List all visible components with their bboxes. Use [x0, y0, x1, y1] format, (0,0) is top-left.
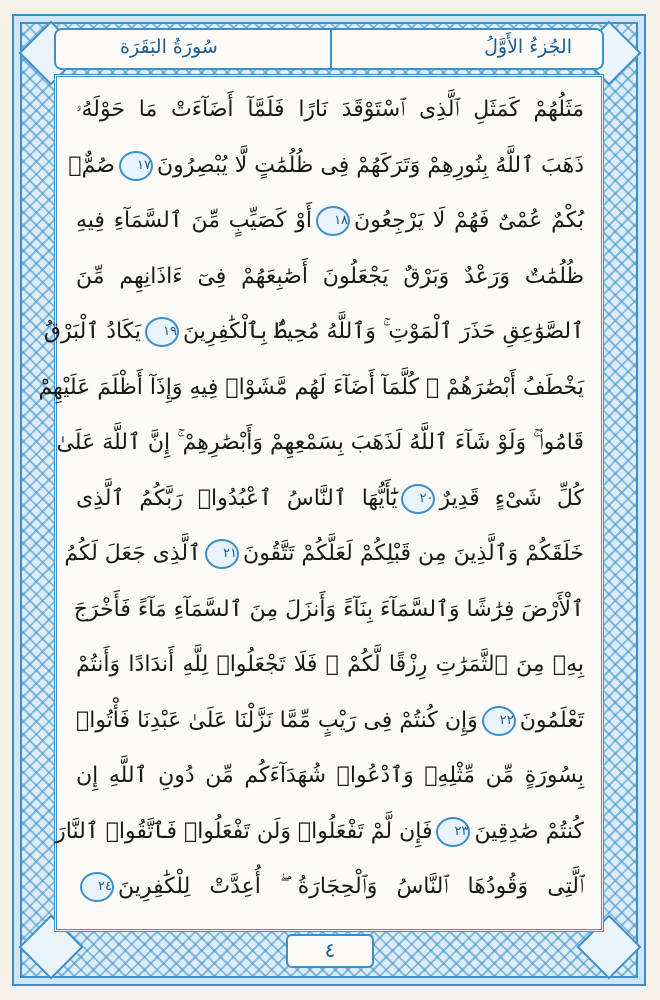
ayah-number-marker: ٢٢ — [482, 706, 516, 736]
verse-text: كُلِّ شَىْءٍ قَدِيرٌ — [439, 485, 584, 511]
verse-text: صُمٌّۢ — [68, 152, 115, 178]
ayah-number-marker: ١٨ — [316, 206, 350, 236]
verse-line — [68, 144, 584, 188]
verse-text: وَإِن كُنتُمْ فِى رَيْبٍ مِّمَّا نَزَّلْنَا عَلَىٰ عَبْدِنَا فَأْتُوا۟ — [76, 707, 478, 733]
verse-text: كُنتُمْ صَٰدِقِينَ — [474, 818, 584, 844]
header-divider — [330, 30, 332, 68]
verse-text: مَثَلُهُمْ كَمَثَلِ ٱلَّذِى ٱسْتَوْقَدَ نَارًا فَلَمَّآ أَضَآءَتْ مَا حَوْلَهُۥ — [76, 97, 584, 122]
verse-text: ٱلصَّوَٰعِقِ حَذَرَ ٱلْمَوْتِ ۚ وَٱللَّهُ مُحِيطٌۢ بِٱلْكَٰفِرِينَ — [183, 319, 584, 344]
verse-line — [76, 255, 584, 299]
verse-text: بِهِۦ مِنَ ٱلثَّمَرَٰتِ رِزْقًا لَّكُمْ ۖ فَلَا تَجْعَلُوا۟ لِلَّهِ أَندَادًا وَأَنتُمْ — [76, 652, 584, 677]
verse-text: يَخْطَفُ أَبْصَٰرَهُمْ ۖ كُلَّمَآ أَضَآءَ لَهُم مَّشَوْا۟ فِيهِ وَإِذَآ أَظْلَمَ عَلَيْهِمْ — [38, 374, 584, 400]
verse-text: قَامُوا۟ ۚ وَلَوْ شَآءَ ٱللَّهُ لَذَهَبَ بِسَمْعِهِمْ وَأَبْصَٰرِهِمْ ۚ إِنَّ ٱللَّهَ عَلَىٰ — [56, 430, 584, 455]
verse-text: يَكَادُ ٱلْبَرْقُ — [43, 319, 142, 344]
verse-text: أَوْ كَصَيِّبٍ مِّنَ ٱلسَّمَآءِ فِيهِ — [76, 208, 313, 233]
verse-line — [76, 754, 584, 798]
verse-line — [76, 643, 584, 687]
verse-text: ذَهَبَ ٱللَّهُ بِنُورِهِمْ وَتَرَكَهُمْ فِى ظُلُمَٰتٍ لَّا يُبْصِرُونَ — [156, 152, 584, 178]
verse-text: يَٰٓأَيُّهَا ٱلنَّاسُ ٱعْبُدُوا۟ رَبَّكُمُ ٱلَّذِى — [76, 485, 398, 511]
verse-text: فَإِن لَّمْ تَفْعَلُوا۟ وَلَن تَفْعَلُوا۟ فَٱتَّقُوا۟ ٱلنَّارَ — [55, 818, 433, 844]
verse-text: ٱلَّتِى وَقُودُهَا ٱلنَّاسُ وَٱلْحِجَارَةُ ۖ أُعِدَّتْ لِلْكَٰفِرِينَ — [118, 874, 584, 899]
verse-line — [76, 88, 584, 132]
verse-line — [38, 366, 584, 410]
surah-title: سُورَةُ البَقَرَة — [120, 36, 218, 58]
ayah-number-marker: ٢٤ — [80, 872, 114, 902]
verse-line — [56, 421, 584, 465]
verse-text: تَعْلَمُونَ — [519, 707, 584, 733]
ayah-number-marker: ٢١ — [205, 539, 239, 569]
ayah-number-marker: ١٩ — [145, 317, 179, 347]
verse-line — [76, 199, 584, 243]
verse-text: خَلَقَكُمْ وَٱلَّذِينَ مِن قَبْلِكُمْ لَعَلَّكُمْ تَتَّقُونَ — [243, 541, 584, 566]
verse-line — [43, 310, 584, 354]
verse-text: بِسُورَةٍ مِّن مِّثْلِهِۦ وَٱدْعُوا۟ شُهَدَآءَكُم مِّن دُونِ ٱللَّهِ إِن — [76, 763, 584, 788]
verse-line — [76, 699, 584, 743]
verse-line — [73, 588, 584, 632]
verse-text: ظُلُمَٰتٌ وَرَعْدٌ وَبَرْقٌ يَجْعَلُونَ أَصَٰبِعَهُمْ فِىٓ ءَاذَانِهِم مِّنَ — [76, 263, 584, 289]
verse-line — [76, 865, 584, 909]
page-number: ٤ — [324, 938, 336, 962]
quran-text — [38, 88, 584, 918]
verse-text: ٱلَّذِى جَعَلَ لَكُمُ — [64, 541, 202, 566]
verse-line — [64, 532, 584, 576]
ayah-number-marker: ١٧ — [119, 151, 153, 181]
ayah-number-marker: ٢٠ — [401, 484, 435, 514]
ayah-number-marker: ٢٣ — [436, 817, 470, 847]
juz-title: الجُزءُ الأَوَّلُ — [484, 36, 572, 58]
verse-line — [55, 810, 584, 854]
verse-line — [76, 477, 584, 521]
verse-text: ٱلْأَرْضَ فِرَٰشًا وَٱلسَّمَآءَ بِنَآءً وَأَنزَلَ مِنَ ٱلسَّمَآءِ مَآءً فَأَخْرَجَ — [73, 596, 584, 622]
verse-text: بُكْمٌ عُمْىٌ فَهُمْ لَا يَرْجِعُونَ — [354, 208, 584, 233]
